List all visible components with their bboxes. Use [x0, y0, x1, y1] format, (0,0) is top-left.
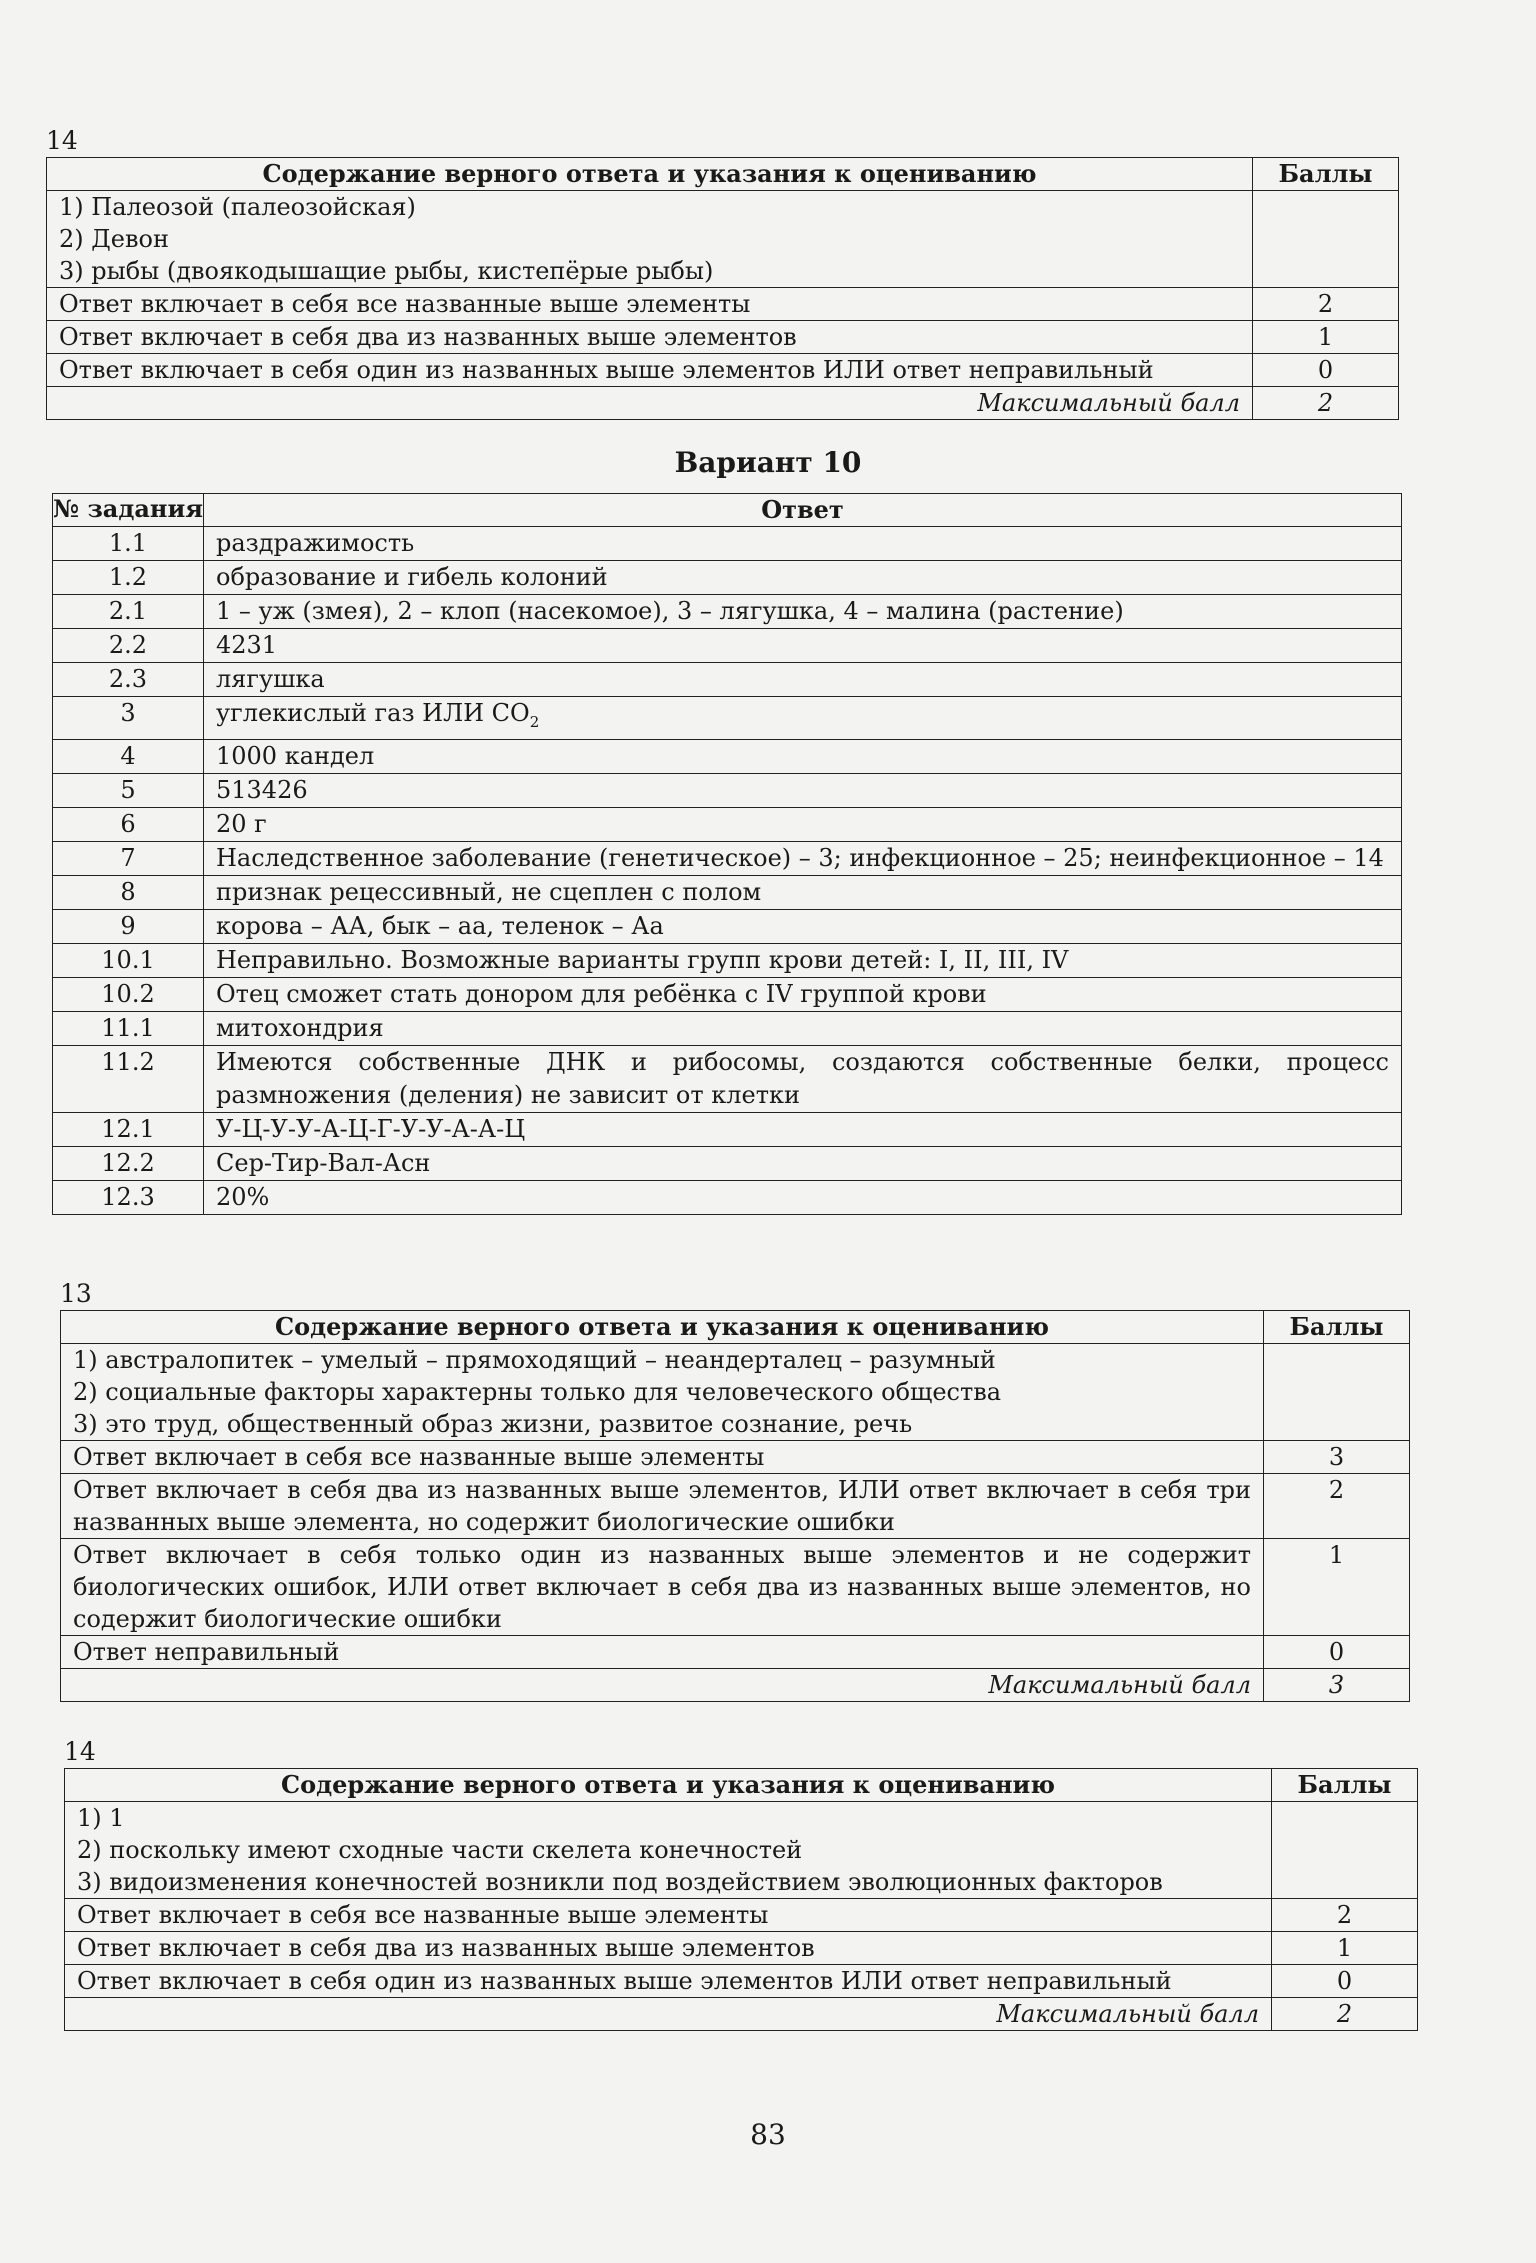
answer-cell [204, 875, 1402, 909]
task-number-cell: 12.2 [53, 1146, 204, 1180]
header-content: Содержание верного ответа и указания к оцениванию [61, 1311, 1264, 1344]
criterion-text: Ответ включает в себя все названные выше элементы [61, 1441, 1264, 1474]
answer-row [53, 697, 1402, 740]
answer-row [53, 977, 1402, 1011]
answer-line: 1) 1 [77, 1804, 125, 1832]
criterion-points: 2 [1253, 288, 1399, 321]
answer-text: Отец сможет стать донором для ребёнка с IV группой крови [216, 979, 987, 1008]
answer-line: 3) рыбы (двоякодышащие рыбы, кистепёрые рыбы) [59, 257, 714, 285]
task-number-cell: 12.3 [53, 1180, 204, 1214]
criterion-points: 0 [1253, 354, 1399, 387]
criteria-table [60, 1310, 1410, 1702]
answer-text: раздражимость [216, 529, 415, 557]
page-number: 83 [750, 2118, 786, 2151]
answer-row [53, 629, 1402, 663]
task-number-cell: 12.1 [53, 1112, 204, 1146]
answer-text: Неправильно. Возможные варианты групп крови детей: I, II, III, IV [216, 945, 1069, 974]
task-number-cell: 8 [53, 875, 204, 909]
answer-row [53, 773, 1402, 807]
task-number-cell: 10.1 [53, 943, 204, 977]
criterion-points: 2 [1272, 1899, 1418, 1932]
answer-cell [204, 773, 1402, 807]
header-content: Содержание верного ответа и указания к оцениванию [47, 158, 1253, 191]
task-number-cell: 7 [53, 841, 204, 875]
header-task-number: № задания [53, 494, 204, 527]
task-number-cell: 2.3 [53, 663, 204, 697]
criterion-text: Ответ включает в себя один из названных выше элементов ИЛИ ответ неправильный [47, 354, 1253, 387]
answer-text: У-Ц-У-У-А-Ц-Г-У-У-А-А-Ц [216, 1114, 526, 1143]
answer-row [53, 739, 1402, 773]
max-score-value: 2 [1272, 1998, 1418, 2031]
answer-row [53, 841, 1402, 875]
header-points: Баллы [1264, 1311, 1410, 1344]
answer-text: 513426 [216, 775, 308, 804]
answer-text: 20 г [216, 809, 267, 838]
answer-cell [204, 697, 1402, 740]
answer-row [53, 943, 1402, 977]
answer-row [53, 1146, 1402, 1180]
criterion-points: 1 [1264, 1539, 1410, 1636]
answer-text: 1000 кандел [216, 741, 375, 770]
answer-cell [204, 561, 1402, 595]
criterion-text: Ответ включает в себя два из названных выше элементов [47, 321, 1253, 354]
answer-row [53, 1045, 1402, 1112]
task-number-cell: 10.2 [53, 977, 204, 1011]
criterion-text: Ответ включает в себя два из названных выше элементов [65, 1932, 1272, 1965]
answer-row [53, 595, 1402, 629]
answer-cell [204, 1146, 1402, 1180]
max-score-value: 2 [1253, 387, 1399, 420]
task-14-block [46, 128, 1399, 420]
variant-title: Вариант 10 [674, 446, 862, 479]
answer-line: 2) Девон [59, 225, 169, 253]
task-13-block [60, 1281, 1410, 1702]
task-number-cell: 1.1 [53, 527, 204, 561]
answer-subscript: 2 [529, 712, 540, 731]
answer-cell [204, 807, 1402, 841]
task-number: 13 [60, 1279, 92, 1308]
criterion-points: 1 [1253, 321, 1399, 354]
answer-cell [204, 1112, 1402, 1146]
task-number-cell: 3 [53, 697, 204, 740]
answer-text: Наследственное заболевание (генетическое) – 3; инфекционное – 25; неинфекционное – 14 [216, 843, 1384, 872]
task-number-cell: 9 [53, 909, 204, 943]
answer-cell [204, 527, 1402, 561]
answer-cell [204, 943, 1402, 977]
answer-cell [204, 663, 1402, 697]
task-number-cell: 6 [53, 807, 204, 841]
max-score-label: Максимальный балл [47, 387, 1253, 420]
answer-line: 1) австралопитек – умелый – прямоходящий – неандерталец – разумный [73, 1346, 996, 1374]
header-content: Содержание верного ответа и указания к оцениванию [65, 1769, 1272, 1802]
answer-line: 3) видоизменения конечностей возникли под воздействием эволюционных факторов [77, 1868, 1163, 1896]
answer-text: 20% [216, 1182, 270, 1211]
max-score-value: 3 [1264, 1669, 1410, 1702]
answer-row [53, 1112, 1402, 1146]
task-number: 14 [64, 1737, 96, 1766]
header-points: Баллы [1253, 158, 1399, 191]
criteria-table [46, 157, 1399, 420]
header-points: Баллы [1272, 1769, 1418, 1802]
max-score-label: Максимальный балл [65, 1998, 1272, 2031]
criterion-points: 2 [1264, 1474, 1410, 1539]
criterion-points: 3 [1264, 1441, 1410, 1474]
task-14-variant-10-block [64, 1739, 1418, 2031]
criterion-text: Ответ включает в себя все названные выше элементы [47, 288, 1253, 321]
answer-cell [204, 1180, 1402, 1214]
answer-text: лягушка [216, 665, 325, 693]
task-number-cell: 5 [53, 773, 204, 807]
answer-line: 3) это труд, общественный образ жизни, развитое сознание, речь [73, 1410, 913, 1438]
answer-text: Имеются собственные ДНК и рибосомы, создаются собственные белки, процесс размножения (деления) не зависит от клетки [216, 1047, 1389, 1109]
answer-row [53, 807, 1402, 841]
answer-row [53, 663, 1402, 697]
answer-cell [204, 909, 1402, 943]
header-answer: Ответ [204, 494, 1402, 527]
answer-cell [204, 977, 1402, 1011]
answer-cell [204, 629, 1402, 663]
max-score-label: Максимальный балл [61, 1669, 1264, 1702]
answer-cell [204, 1011, 1402, 1045]
answers-table [52, 493, 1402, 1215]
criterion-text: Ответ неправильный [61, 1636, 1264, 1669]
answer-row [53, 909, 1402, 943]
answer-cell [204, 595, 1402, 629]
answer-text: 1 – уж (змея), 2 – клоп (насекомое), 3 – лягушка, 4 – малина (растение) [216, 597, 1124, 625]
answer-text: признак рецессивный, не сцеплен с полом [216, 877, 762, 906]
answer-cell [204, 739, 1402, 773]
answer-text: митохондрия [216, 1013, 384, 1042]
answer-text: корова – АА, бык – аа, теленок – Аа [216, 911, 664, 940]
answer-row [53, 1011, 1402, 1045]
criterion-points: 0 [1264, 1636, 1410, 1669]
answer-text: углекислый газ ИЛИ CO [216, 699, 530, 727]
criterion-points: 0 [1272, 1965, 1418, 1998]
criteria-table [64, 1768, 1418, 2031]
answers-section [52, 493, 1402, 1215]
task-number-cell: 1.2 [53, 561, 204, 595]
answer-line: 1) Палеозой (палеозойская) [59, 193, 416, 221]
task-number-cell: 4 [53, 739, 204, 773]
answer-line: 2) поскольку имеют сходные части скелета конечностей [77, 1836, 803, 1864]
criterion-text: Ответ включает в себя два из названных выше элементов, ИЛИ ответ включает в себя три названных выше элемента, но содержит биологические ошибки [61, 1474, 1264, 1539]
answer-elements [65, 1802, 1272, 1899]
answer-cell [204, 841, 1402, 875]
task-number-cell: 2.1 [53, 595, 204, 629]
criterion-points: 1 [1272, 1932, 1418, 1965]
answer-row [53, 561, 1402, 595]
criterion-text: Ответ включает в себя один из названных выше элементов ИЛИ ответ неправильный [65, 1965, 1272, 1998]
task-number-cell: 11.2 [53, 1045, 204, 1112]
answer-text: 4231 [216, 631, 278, 659]
answer-elements [47, 191, 1253, 288]
answer-text: Сер-Тир-Вал-Асн [216, 1148, 431, 1177]
answer-cell [204, 1045, 1402, 1112]
task-number: 14 [46, 126, 78, 155]
answer-row [53, 875, 1402, 909]
criterion-text: Ответ включает в себя только один из названных выше элементов и не содержит биологических ошибок, ИЛИ ответ включает в себя два из названных выше элементов, но содержит биологические ошибки [61, 1539, 1264, 1636]
answer-line: 2) социальные факторы характерны только для человеческого общества [73, 1378, 1002, 1406]
answer-text: образование и гибель колоний [216, 563, 608, 591]
criterion-text: Ответ включает в себя все названные выше элементы [65, 1899, 1272, 1932]
task-number-cell: 11.1 [53, 1011, 204, 1045]
task-number-cell: 2.2 [53, 629, 204, 663]
answer-row [53, 1180, 1402, 1214]
answer-row [53, 527, 1402, 561]
answer-elements [61, 1344, 1264, 1441]
